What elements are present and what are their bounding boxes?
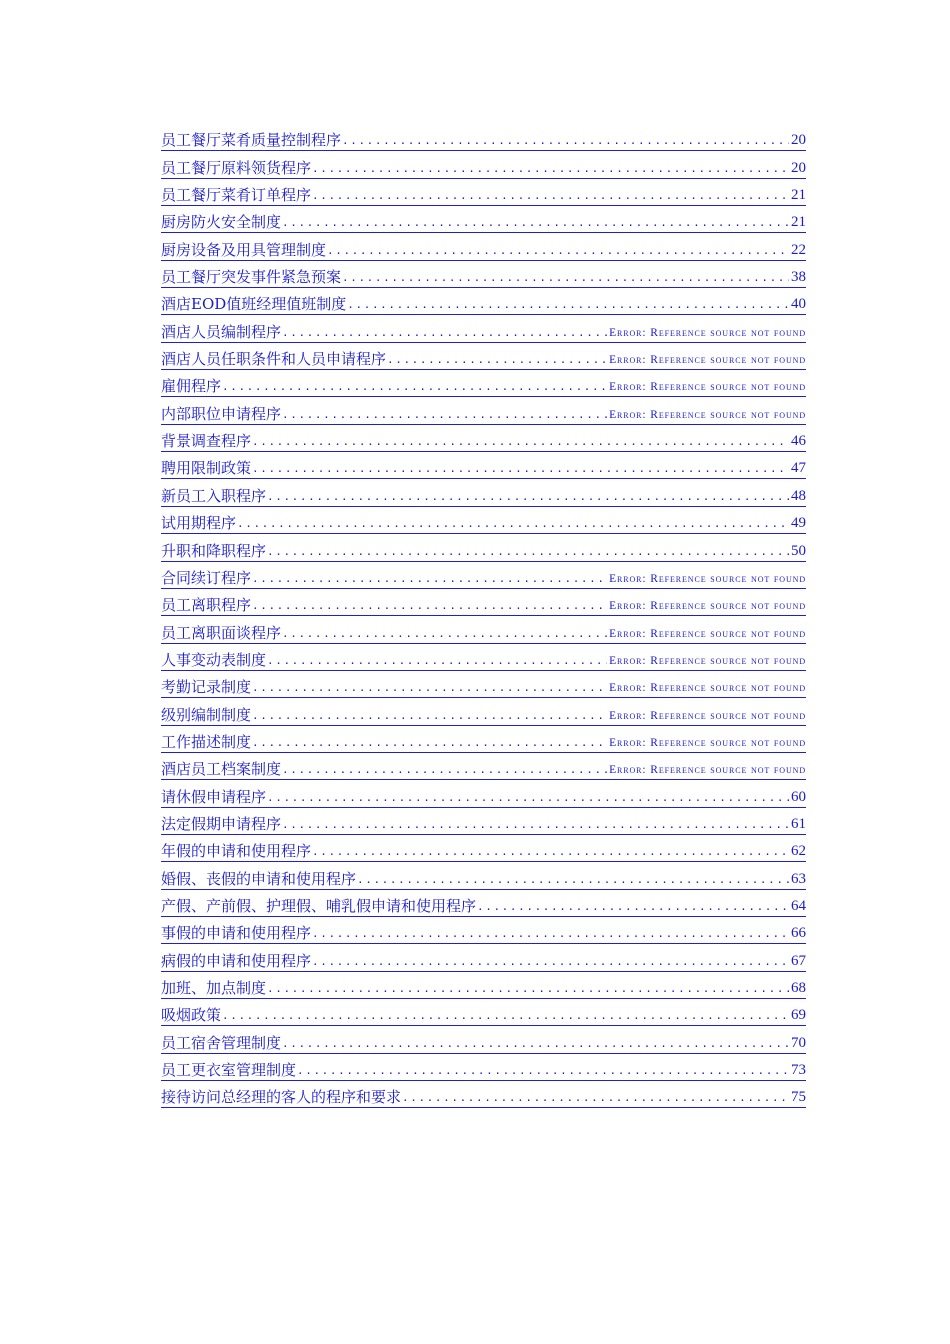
toc-entry-page-number: 21 bbox=[791, 214, 806, 231]
toc-entry-link[interactable] bbox=[161, 315, 806, 342]
dot-leader bbox=[357, 873, 789, 887]
toc-entry-title: 年假的申请和使用程序 bbox=[161, 842, 312, 861]
toc-entry-link[interactable] bbox=[161, 726, 806, 753]
dot-leader bbox=[252, 599, 607, 613]
toc-entry-title: 病假的申请和使用程序 bbox=[161, 951, 312, 970]
toc-entry-link[interactable] bbox=[161, 835, 806, 862]
toc-entry-page-number: 64 bbox=[791, 897, 806, 914]
toc-entry-page-number: 20 bbox=[791, 159, 806, 176]
dot-leader bbox=[387, 353, 607, 367]
dot-leader bbox=[282, 326, 607, 340]
toc-entry-page-number: 47 bbox=[791, 460, 806, 477]
toc-entry-title: 请休假申请程序 bbox=[161, 787, 267, 806]
toc-entry-page-number: 40 bbox=[791, 296, 806, 313]
toc-entry-link[interactable] bbox=[161, 151, 806, 178]
toc-entry-link[interactable] bbox=[161, 698, 806, 725]
toc-entry-title: 员工餐厅突发事件紧急预案 bbox=[161, 268, 342, 287]
toc-entry-error-text: Error: Reference source not found bbox=[609, 627, 806, 640]
toc-entry-link[interactable] bbox=[161, 479, 806, 506]
toc-entry-error-text: Error: Reference source not found bbox=[609, 354, 806, 367]
toc-entry-page-number: 69 bbox=[791, 1007, 806, 1024]
toc-entry-title: 人事变动表制度 bbox=[161, 650, 267, 669]
toc-entry-link[interactable] bbox=[161, 206, 806, 233]
toc-entry-link[interactable] bbox=[161, 644, 806, 671]
toc-entry-title: 级别编制制度 bbox=[161, 705, 252, 724]
toc-entry-title: 接待访问总经理的客人的程序和要求 bbox=[161, 1088, 402, 1107]
dot-leader bbox=[237, 517, 789, 531]
toc-entry-page-number: 66 bbox=[791, 925, 806, 942]
toc-entry-link[interactable] bbox=[161, 562, 806, 589]
toc-entry-title: 加班、加点制度 bbox=[161, 979, 267, 997]
dot-leader bbox=[282, 1037, 789, 1051]
toc-entry-page-number: 21 bbox=[791, 187, 806, 204]
toc-entry-page-number: 60 bbox=[791, 788, 806, 805]
dot-leader bbox=[282, 408, 607, 422]
toc-entry-link[interactable] bbox=[161, 233, 806, 260]
toc-entry-page-number: 70 bbox=[791, 1034, 806, 1051]
toc-entry-error-text: Error: Reference source not found bbox=[609, 709, 806, 722]
dot-leader bbox=[312, 162, 789, 176]
dot-leader bbox=[342, 271, 789, 285]
toc-entry-title: 考勤记录制度 bbox=[161, 678, 252, 697]
toc-entry-page-number: 62 bbox=[791, 843, 806, 860]
toc-entry-link[interactable] bbox=[161, 999, 806, 1026]
dot-leader bbox=[282, 818, 789, 832]
toc-entry-title: 员工更衣室管理制度 bbox=[161, 1061, 297, 1080]
toc-entry-link[interactable] bbox=[161, 343, 806, 370]
toc-entry-page-number: 63 bbox=[791, 870, 806, 887]
dot-leader bbox=[252, 435, 789, 449]
toc-entry-title: 雇佣程序 bbox=[161, 377, 222, 396]
toc-entry-title: 员工离职面谈程序 bbox=[161, 623, 282, 642]
dot-leader bbox=[252, 681, 607, 695]
toc-entry-error-text: Error: Reference source not found bbox=[609, 572, 806, 585]
dot-leader bbox=[252, 736, 607, 750]
dot-leader bbox=[222, 380, 607, 394]
toc-entry-link[interactable] bbox=[161, 972, 806, 999]
dot-leader bbox=[222, 1009, 789, 1023]
toc-entry-link[interactable] bbox=[161, 808, 806, 835]
toc-entry-link[interactable] bbox=[161, 890, 806, 917]
toc-entry-title: 员工餐厅菜肴订单程序 bbox=[161, 186, 312, 205]
toc-entry-link[interactable] bbox=[161, 452, 806, 479]
toc-entry-link[interactable] bbox=[161, 534, 806, 561]
toc-entry-title: 酒店人员编制程序 bbox=[161, 322, 282, 341]
toc-entry-link[interactable] bbox=[161, 370, 806, 397]
toc-entry-error-text: Error: Reference source not found bbox=[609, 764, 806, 777]
toc-entry-link[interactable] bbox=[161, 917, 806, 944]
toc-entry-page-number: 61 bbox=[791, 815, 806, 832]
dot-leader bbox=[347, 298, 789, 312]
toc-entry-page-number: 38 bbox=[791, 269, 806, 286]
toc-entry-error-text: Error: Reference source not found bbox=[609, 408, 806, 421]
dot-leader bbox=[252, 462, 789, 476]
toc-entry-link[interactable] bbox=[161, 1081, 806, 1108]
toc-entry-title: 法定假期申请程序 bbox=[161, 814, 282, 833]
toc-entry-page-number: 48 bbox=[791, 487, 806, 504]
toc-entry-page-number: 73 bbox=[791, 1062, 806, 1079]
toc-entry-title: 员工餐厅原料领货程序 bbox=[161, 158, 312, 177]
toc-entry-link[interactable] bbox=[161, 179, 806, 206]
dot-leader bbox=[342, 134, 789, 148]
toc-entry-title: 产假、产前假、护理假、哺乳假申请和使用程序 bbox=[161, 896, 477, 915]
toc-entry-title: 酒店EOD值班经理值班制度 bbox=[161, 295, 347, 314]
toc-entry-link[interactable] bbox=[161, 124, 806, 151]
toc-entry-title: 厨房防火安全制度 bbox=[161, 213, 282, 232]
toc-entry-title: 升职和降职程序 bbox=[161, 541, 267, 560]
toc-entry-title: 婚假、丧假的申请和使用程序 bbox=[161, 869, 357, 888]
dot-leader bbox=[312, 927, 789, 941]
toc-entry-link[interactable] bbox=[161, 507, 806, 534]
toc-entry-page-number: 68 bbox=[791, 980, 806, 996]
dot-leader bbox=[402, 1091, 789, 1105]
toc-entry-title: 吸烟政策 bbox=[161, 1006, 222, 1025]
dot-leader bbox=[267, 654, 607, 668]
toc-entry-page-number: 67 bbox=[791, 952, 806, 969]
toc-entry-link[interactable] bbox=[161, 753, 806, 780]
toc-entry-link[interactable] bbox=[161, 944, 806, 971]
table-of-contents bbox=[161, 124, 806, 1108]
toc-entry-title: 合同续订程序 bbox=[161, 568, 252, 587]
toc-entry-link[interactable] bbox=[161, 425, 806, 452]
toc-entry-title: 内部职位申请程序 bbox=[161, 404, 282, 423]
toc-entry-title: 事假的申请和使用程序 bbox=[161, 924, 312, 943]
dot-leader bbox=[252, 572, 607, 586]
toc-entry-error-text: Error: Reference source not found bbox=[609, 381, 806, 394]
toc-entry-title: 聘用限制政策 bbox=[161, 459, 252, 478]
toc-entry-page-number: 22 bbox=[791, 241, 806, 258]
toc-entry-page-number: 75 bbox=[791, 1089, 806, 1106]
toc-entry-title: 员工宿舍管理制度 bbox=[161, 1033, 282, 1052]
toc-entry-page-number: 50 bbox=[791, 542, 806, 559]
toc-entry-link[interactable] bbox=[161, 780, 806, 807]
toc-entry-link[interactable] bbox=[161, 1026, 806, 1053]
dot-leader bbox=[267, 791, 789, 805]
toc-entry-link[interactable] bbox=[161, 288, 806, 315]
dot-leader bbox=[312, 845, 789, 859]
toc-entry-link[interactable] bbox=[161, 397, 806, 424]
toc-entry-title: 员工餐厅菜肴质量控制程序 bbox=[161, 131, 342, 150]
toc-entry-link[interactable] bbox=[161, 862, 806, 889]
toc-entry-page-number: 49 bbox=[791, 515, 806, 532]
toc-entry-page-number: 20 bbox=[791, 132, 806, 149]
toc-entry-error-text: Error: Reference source not found bbox=[609, 326, 806, 339]
dot-leader bbox=[267, 490, 789, 504]
toc-entry-title: 试用期程序 bbox=[161, 514, 237, 533]
dot-leader bbox=[327, 244, 789, 258]
dot-leader bbox=[312, 955, 789, 969]
toc-entry-title: 厨房设备及用具管理制度 bbox=[161, 240, 327, 259]
toc-entry-title: 背景调查程序 bbox=[161, 432, 252, 451]
dot-leader bbox=[267, 545, 789, 559]
toc-entry-title: 员工离职程序 bbox=[161, 596, 252, 615]
dot-leader bbox=[252, 709, 607, 723]
dot-leader bbox=[312, 189, 789, 203]
dot-leader bbox=[297, 1064, 789, 1078]
dot-leader bbox=[267, 982, 789, 996]
toc-entry-link[interactable] bbox=[161, 589, 806, 616]
toc-entry-error-text: Error: Reference source not found bbox=[609, 682, 806, 695]
toc-entry-link[interactable] bbox=[161, 616, 806, 643]
toc-entry-title: 新员工入职程序 bbox=[161, 486, 267, 505]
toc-entry-error-text: Error: Reference source not found bbox=[609, 736, 806, 749]
dot-leader bbox=[282, 763, 607, 777]
toc-entry-title: 酒店人员任职条件和人员申请程序 bbox=[161, 350, 387, 369]
toc-entry-page-number: 46 bbox=[791, 433, 806, 450]
toc-entry-error-text: Error: Reference source not found bbox=[609, 654, 806, 667]
dot-leader bbox=[282, 627, 607, 641]
toc-entry-link[interactable] bbox=[161, 671, 806, 698]
toc-entry-title: 酒店员工档案制度 bbox=[161, 760, 282, 779]
toc-entry-error-text: Error: Reference source not found bbox=[609, 600, 806, 613]
toc-entry-link[interactable] bbox=[161, 1054, 806, 1081]
dot-leader bbox=[477, 900, 789, 914]
toc-entry-link[interactable] bbox=[161, 261, 806, 288]
dot-leader bbox=[282, 216, 789, 230]
toc-entry-title: 工作描述制度 bbox=[161, 732, 252, 751]
